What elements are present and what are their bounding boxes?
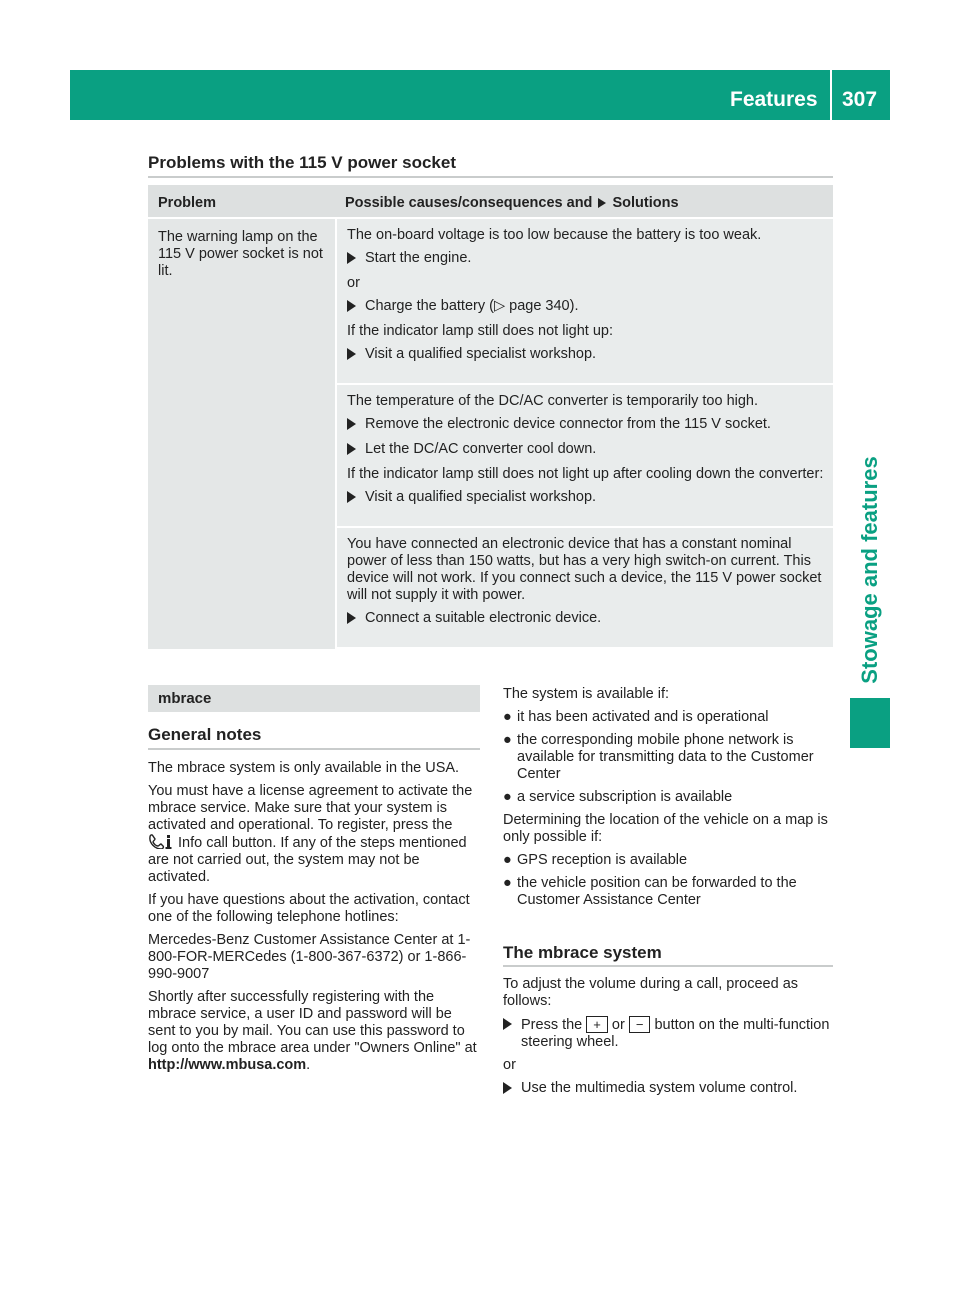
step-item: Let the DC/AC converter cool down. [347,441,827,460]
header-solutions-post: Solutions [612,195,679,211]
or-text: or [347,275,360,291]
arrow-icon [503,1082,512,1094]
arrow-icon [347,418,356,430]
condition-text: If the indicator lamp still does not light up: [347,323,613,339]
list-item: ● GPS reception is available [503,852,688,868]
table-row [148,219,833,649]
license-text: You must have a license agreement to activate the mbrace service. Make sure that your system is activated and operational. To register, press the Info call button. If any of the steps mentioned are not carried out, the system may not be activated. [148,783,473,885]
header-problem: Problem [158,195,217,211]
arrow-icon [347,300,356,312]
mbrace-system-rule [503,965,833,967]
header-solutions [335,185,833,217]
side-tab-label: Stowage and features [857,456,882,684]
volume-section [503,976,835,1105]
step-item: Use the multimedia system volume control. [503,1080,835,1099]
mbusa-link[interactable]: http://www.mbusa.com [148,1057,307,1073]
condition-text: If the indicator lamp still does not light up after cooling down the converter: [347,466,824,482]
general-notes-rule [148,748,480,750]
step-item: Remove the electronic device connector from the 115 V socket. [347,416,827,435]
minus-button-icon: − [629,1016,651,1033]
arrow-icon [347,252,356,264]
cause-text: The on-board voltage is too low because the battery is too weak. [347,227,762,243]
solution-cell-2 [337,385,833,526]
mbrace-bar-label: mbrace [158,690,212,707]
mbrace-right-column [503,686,835,915]
step-item: Visit a qualified specialist workshop. [347,489,827,508]
solution-cell-3 [337,528,833,647]
section-title: Problems with the 115 V power socket [148,153,456,172]
mbrace-system-title: The mbrace system [503,943,662,962]
arrow-icon [503,1018,512,1030]
availability-text: The mbrace system is only available in the USA. [148,760,460,776]
step-item: Visit a qualified specialist workshop. [347,346,827,365]
list-item: ● it has been activated and is operational [503,709,769,725]
location-intro: Determining the location of the vehicle on a map is only possible if: [503,812,828,845]
solution-cell-1 [337,219,833,383]
header-solutions-pre: Possible causes/consequences and [345,195,593,211]
problem-cell: The warning lamp on the 115 V power socket is not lit. [148,219,335,649]
mbrace-left-column [148,760,482,1080]
list-item: ● the vehicle position can be forwarded to the Customer Assistance Center [503,875,797,908]
step-item: Start the engine. [347,250,827,269]
available-intro: The system is available if: [503,686,670,702]
step-item: Charge the battery (▷ page 340). [347,298,827,317]
step-item: Press the + or − button on the multi-function steering wheel. [503,1016,835,1051]
cause-text: You have connected an electronic device that has a constant nominal power of less than 150 watts, but has a very high switch-on current. This device will not work. If you connect such a device, the 115 V power socket will not supply it with power. [347,536,822,603]
header-divider [830,70,832,120]
registration-text: Shortly after successfully registering with the mbrace service, a user ID and password will be sent to you by mail. You can use this password to log onto the mbrace area under "Owners Online" at http://www.mbusa.com. [148,989,477,1073]
arrow-icon [347,491,356,503]
solutions-column [337,219,833,649]
page-number: 307 [842,88,878,111]
side-tab-marker [850,698,890,748]
general-notes-title: General notes [148,725,262,744]
list-item: ● a service subscription is available [503,789,733,805]
plus-button-icon: + [586,1016,608,1033]
cause-text: The temperature of the DC/AC converter is temporarily too high. [347,393,759,409]
header-title: Features [730,88,818,111]
title-rule [148,176,833,178]
hotline-text: Mercedes-Benz Customer Assistance Center at 1-800-FOR-MERCedes (1-800-367-6372) or 1-866-990-9007 [148,932,471,982]
list-item: ● the corresponding mobile phone network is available for transmitting data to the Customer Center [503,732,814,782]
problem-table [148,185,833,649]
info-call-icon [148,835,178,851]
arrow-icon [347,443,356,455]
arrow-icon [347,612,356,624]
arrow-icon [347,348,356,360]
hotline-intro: If you have questions about the activation, contact one of the following telephone hotlines: [148,892,470,925]
or-text: or [503,1057,516,1073]
arrow-icon [598,198,606,208]
volume-intro: To adjust the volume during a call, proceed as follows: [503,976,799,1009]
mbrace-bar [148,685,480,712]
table-header [148,185,833,217]
step-item: Connect a suitable electronic device. [347,610,827,629]
